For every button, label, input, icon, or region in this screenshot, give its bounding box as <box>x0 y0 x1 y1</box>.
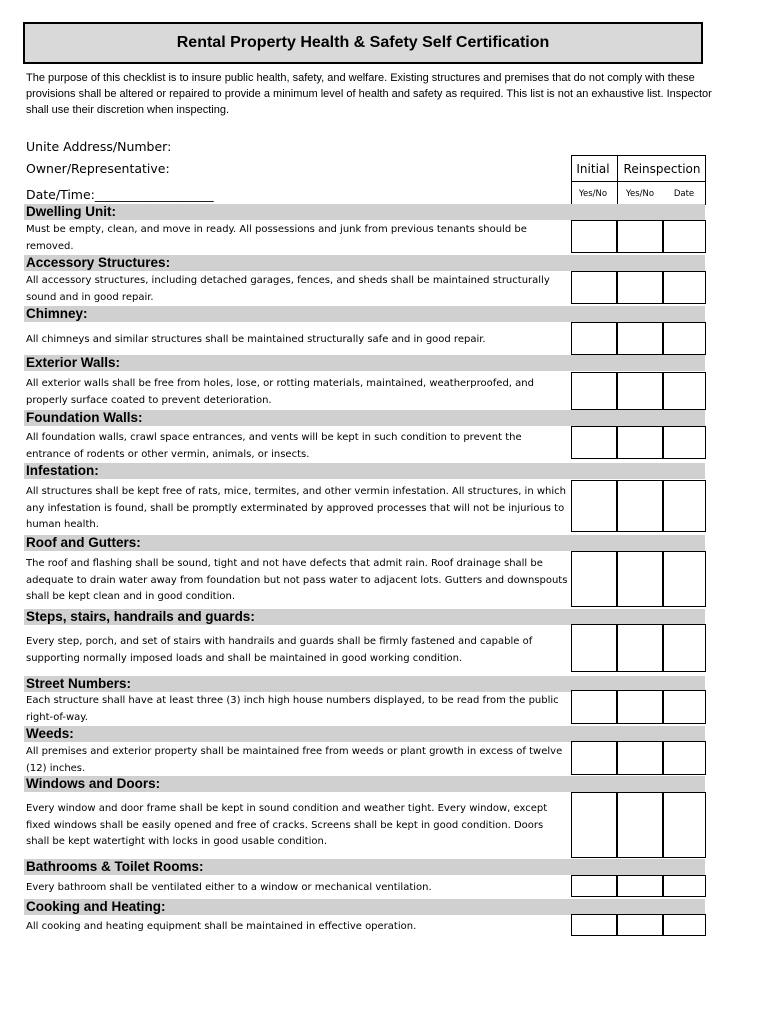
section-description: Each structure shall have at least three (3) inch high house numbers displayed, to be read from the public right-of-way. <box>26 695 559 723</box>
reinspection-date-field[interactable] <box>663 875 706 897</box>
initial-yes-no-checkbox[interactable] <box>571 551 617 607</box>
reinspection-date-field[interactable] <box>663 426 706 459</box>
section-header: Chimney: <box>24 306 705 322</box>
initial-yes-no-checkbox[interactable] <box>571 914 617 936</box>
address-field-label: Unite Address/Number: <box>26 139 172 154</box>
initial-yes-no-checkbox[interactable] <box>571 741 617 775</box>
section-header: Dwelling Unit: <box>24 204 705 220</box>
section-description: All chimneys and similar structures shall be maintained structurally safe and in good repair. <box>26 334 486 345</box>
reinspection-date-field[interactable] <box>663 271 706 304</box>
section-description: Every bathroom shall be ventilated either to a window or mechanical ventilation. <box>26 882 432 893</box>
section-description: Every window and door frame shall be kept in sound condition and weather tight. Every window, except fixed windows shall be easily opened and free of cracks. Screens shall be kept in good condition. Doors shall be kept watertight with locks in good usable condition. <box>26 803 548 847</box>
section-header: Infestation: <box>24 463 705 479</box>
reinspection-date-field[interactable] <box>663 372 706 410</box>
section-header: Bathrooms & Toilet Rooms: <box>24 859 705 875</box>
section-description: All exterior walls shall be free from holes, lose, or rotting materials, maintained, weatherproofed, and properly surface coated to prevent deterioration. <box>26 378 534 406</box>
section-header: Windows and Doors: <box>24 776 705 792</box>
reinspection-date-field[interactable] <box>663 220 706 253</box>
initial-yes-no-checkbox[interactable] <box>571 220 617 253</box>
owner-field-label: Owner/Representative: <box>26 161 170 176</box>
reinspection-date-field[interactable] <box>663 914 706 936</box>
page-title: Rental Property Health & Safety Self Certification <box>176 34 550 51</box>
initial-yes-no-checkbox[interactable] <box>571 624 617 672</box>
initial-yes-no-checkbox[interactable] <box>571 875 617 897</box>
initial-yes-no-checkbox[interactable] <box>571 372 617 410</box>
initial-column-header: Initial <box>576 162 610 176</box>
reinspection-date-field[interactable] <box>663 792 706 858</box>
reinspection-yes-no-checkbox[interactable] <box>617 690 663 724</box>
section-header: Cooking and Heating: <box>24 899 705 915</box>
reinspection-yes-no-checkbox[interactable] <box>617 220 663 253</box>
reinspection-date-field[interactable] <box>663 690 706 724</box>
initial-yes-no-label: Yes/No <box>578 189 608 199</box>
reinspection-column-header: Reinspection <box>623 162 701 176</box>
reinspection-date-field[interactable] <box>663 741 706 775</box>
initial-yes-no-checkbox[interactable] <box>571 480 617 532</box>
section-description: Must be empty, clean, and move in ready. All possessions and junk from previous tenants should be removed. <box>26 224 527 252</box>
section-header: Exterior Walls: <box>24 355 705 371</box>
initial-yes-no-checkbox[interactable] <box>571 690 617 724</box>
section-description: All foundation walls, crawl space entrances, and vents will be kept in such condition to prevent the entrance of rodents or other vermin, animals, or insects. <box>26 432 522 460</box>
section-header: Roof and Gutters: <box>24 535 705 551</box>
initial-yes-no-checkbox[interactable] <box>571 792 617 858</box>
initial-yes-no-checkbox[interactable] <box>571 322 617 355</box>
title-box <box>23 22 703 64</box>
datetime-field-label: Date/Time:___________________ <box>26 187 214 202</box>
reinspection-yes-no-checkbox[interactable] <box>617 914 663 936</box>
reinspection-yes-no-checkbox[interactable] <box>617 551 663 607</box>
reinspection-yes-no-label: Yes/No <box>625 189 655 199</box>
reinspection-yes-no-checkbox[interactable] <box>617 271 663 304</box>
section-header: Steps, stairs, handrails and guards: <box>24 609 705 625</box>
section-description: The roof and flashing shall be sound, tight and not have defects that admit rain. Roof drainage shall be adequate to drain water away from foundation but not pass water to adjacent lots. Gutters and downspouts shall be kept clean and in good condition. <box>26 558 568 602</box>
reinspection-date-field[interactable] <box>663 322 706 355</box>
section-description: All premises and exterior property shall be maintained free from weeds or plant growth in excess of twelve (12) inches. <box>26 746 563 774</box>
reinspection-yes-no-checkbox[interactable] <box>617 624 663 672</box>
reinspection-yes-no-checkbox[interactable] <box>617 426 663 459</box>
initial-yes-no-checkbox[interactable] <box>571 426 617 459</box>
column-header-divider <box>617 155 618 205</box>
reinspection-yes-no-checkbox[interactable] <box>617 322 663 355</box>
reinspection-date-field[interactable] <box>663 624 706 672</box>
section-header: Foundation Walls: <box>24 410 705 426</box>
initial-yes-no-checkbox[interactable] <box>571 271 617 304</box>
intro-paragraph: The purpose of this checklist is to insure public health, safety, and welfare. Existing structures and premises that do not comply with these provisions shall be altered or repaired to provide a minimum level of health and safety as required. This list is not an exhaustive list. Inspector shall use their discretion when inspecting. <box>26 72 712 116</box>
reinspection-date-field[interactable] <box>663 480 706 532</box>
reinspection-yes-no-checkbox[interactable] <box>617 875 663 897</box>
reinspection-date-field[interactable] <box>663 551 706 607</box>
section-description: All accessory structures, including detached garages, fences, and sheds shall be maintained structurally sound and in good repair. <box>26 275 550 303</box>
section-header: Accessory Structures: <box>24 255 705 271</box>
reinspection-yes-no-checkbox[interactable] <box>617 480 663 532</box>
section-description: Every step, porch, and set of stairs with handrails and guards shall be firmly fastened and capable of supporting normally imposed loads and shall be maintained in good working condition. <box>26 636 533 664</box>
section-header: Street Numbers: <box>24 676 705 692</box>
reinspection-yes-no-checkbox[interactable] <box>617 741 663 775</box>
reinspection-yes-no-checkbox[interactable] <box>617 792 663 858</box>
reinspection-date-label: Date <box>673 189 695 199</box>
section-description: All cooking and heating equipment shall be maintained in effective operation. <box>26 921 417 932</box>
section-description: All structures shall be kept free of rats, mice, termites, and other vermin infestation. All structures, in which any infestation is found, shall be promptly exterminated by approved processes that will not be injurious to human health. <box>26 486 566 530</box>
reinspection-yes-no-checkbox[interactable] <box>617 372 663 410</box>
column-header-frame <box>571 155 706 205</box>
section-header: Weeds: <box>24 726 705 742</box>
column-header-rule <box>571 181 706 182</box>
